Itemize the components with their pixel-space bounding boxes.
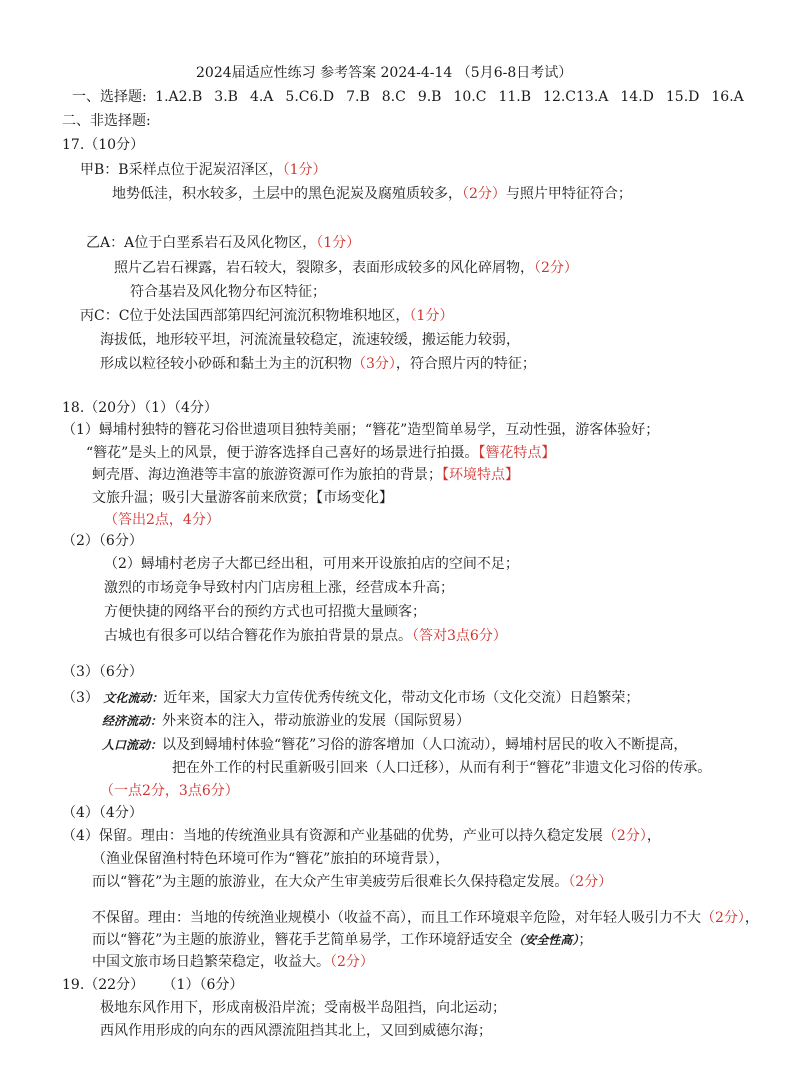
q17-jia-text: 甲B：B采样点位于泥炭沼泽区， <box>80 162 283 178</box>
q18-p3-economy-label: 经济流动： <box>102 714 163 728</box>
q17-jia-score: （1分） <box>282 162 327 178</box>
choice-answer: 15.D <box>665 89 700 105</box>
choice-answer: 16.A <box>711 89 744 105</box>
q18-p2-line2: 激烈的市场竞争导致村内门店房租上涨，经营成本升高； <box>104 580 454 596</box>
q18-p1-tag-zanhua: 【簪花特点】 <box>478 445 556 461</box>
q18-p4-heading: （4）（4分） <box>62 805 143 821</box>
q17-yi-score: （1分） <box>316 235 361 251</box>
q18-p3-line2 <box>102 711 470 731</box>
q18-p1-line3 <box>92 465 519 485</box>
q18-p4-nokeep-score2: （2分） <box>330 954 374 970</box>
q17-yi-text: 乙A：A位于白垩系岩石及风化物区， <box>86 235 317 251</box>
q18-p2-line3: 方便快捷的网络平台的预约方式也可招揽大量顾客； <box>104 604 426 620</box>
q18-p3-line1 <box>62 688 639 708</box>
page-title: 2024届适应性练习 参考答案 2024-4-14 （5月6-8日考试） <box>196 65 573 81</box>
choice-answer: 10.C <box>453 89 487 105</box>
q18-p3-economy-text: 外来资本的注入，带动旅游业的发展（国际贸易） <box>162 713 471 729</box>
choice-answer: 12.C <box>543 89 577 105</box>
q17-yi-line3: 符合基岩及风化物分布区特征； <box>130 284 326 300</box>
q18-p3-population-label: 人口流动： <box>102 738 163 752</box>
q18-p4-line2: （渔业保留渔村特色环境可作为“簪花”旅拍的环境背景）， <box>92 851 450 867</box>
q17-bing-tail: ，符合照片丙的特征； <box>395 356 536 372</box>
q17-bing-reason-score: （3分） <box>352 356 396 372</box>
q17-bing-line2: 海拔低，地形较平坦，河流流量较稳定，流速较缓，搬运能力较弱， <box>100 332 520 348</box>
choice-section <box>72 87 744 107</box>
q18-p4-keep-tail: ， <box>646 828 661 844</box>
choice-answer: 7.B <box>346 89 370 105</box>
q18-p1-line2 <box>86 443 555 463</box>
q18-p3-line4: 把在外工作的村民重新吸引回来（人口迁移），从而有利于“簪花”非遗文化习俗的传承。 <box>172 760 712 776</box>
q18-p4-nokeep-reason: 而以“簪花”为主题的旅游业，簪花手艺简单易学，工作环境舒适安全 <box>92 932 513 948</box>
q18-p4-line1 <box>62 826 661 846</box>
q19-title: 19.（22分） <box>62 977 145 993</box>
q19-line2: 西风作用形成的向东的西风漂流阻挡其北上，又回到威德尔海； <box>100 1023 492 1039</box>
q18-p4-line6 <box>92 952 374 972</box>
q17-jia-reason-score: （2分） <box>462 186 506 202</box>
choice-answer: 9.B <box>417 89 442 105</box>
q18-heading: 18.（20分）（1）（4分） <box>62 400 218 416</box>
q18-p1-scoring: （答出2点，4分） <box>104 512 220 528</box>
q18-p4-keep-reason: 而以“簪花”为主题的旅游业，在大众产生审美疲劳后很难长久保持稳定发展。 <box>92 874 569 890</box>
q18-p2-line1: （2）蟳埔村老房子大都已经出租，可用来开设旅拍店的空间不足； <box>104 556 519 572</box>
q19-heading <box>62 975 243 995</box>
q18-p4-nokeep-tail: ， <box>744 910 759 926</box>
q18-p4-nokeep-text: 不保留。理由：当地的传统渔业规模小（收益不高），而且工作环境艰辛危险，对年轻人吸引力不大 <box>92 910 701 926</box>
choice-answer: 1.A <box>155 89 179 105</box>
q17-bing-line1 <box>80 306 453 326</box>
choice-answer: 6.D <box>309 89 335 105</box>
choice-answer: 8.C <box>381 89 406 105</box>
q18-p3-population-text: 以及到蟳埔村体验“簪花”习俗的游客增加（人口流动），蟳埔村居民的收入不断提高， <box>162 737 688 753</box>
choice-answer: 11.B <box>498 89 532 105</box>
q17-heading: 17.（10分） <box>62 137 145 153</box>
q17-bing-text: 丙C：C位于处法国西部第四纪河流沉积物堆积地区， <box>80 308 410 324</box>
q18-p4-keep-text: （4）保留。理由：当地的传统渔业具有资源和产业基础的优势，产业可以持久稳定发展 <box>62 828 603 844</box>
q18-p4-line4 <box>92 908 759 928</box>
q18-p2-text4: 古城也有很多可以结合簪花作为旅拍背景的景点。 <box>104 628 412 644</box>
q17-yi-reason: 照片乙岩石裸露，岩石较大，裂隙多，表面形成较多的风化碎屑物， <box>114 260 534 276</box>
q17-yi-line2 <box>114 258 578 278</box>
q18-p1-tag-env: 【环境特点】 <box>442 467 519 483</box>
q18-p2-line4 <box>104 626 507 646</box>
q17-bing-reason: 形成以粒径较小砂砾和黏土为主的沉积物 <box>100 356 352 372</box>
q17-jia-line1 <box>80 160 327 180</box>
q18-p2-heading: （2）（6分） <box>62 533 143 549</box>
q18-p4-keep-score2: （2分） <box>568 874 613 890</box>
q18-p1-text2: “簪花”是头上的风景，便于游客选择自己喜好的场景进行拍摄。 <box>86 445 479 461</box>
choice-answer: 13.A <box>576 89 609 105</box>
q17-yi-line1 <box>86 233 360 253</box>
q18-p4-nokeep-score1: （2分） <box>701 910 745 926</box>
choice-answer: 3.B <box>214 89 238 105</box>
q17-jia-tail: 与照片甲特征符合； <box>505 186 632 202</box>
q19-line1: 极地东风作用下，形成南极沿岸流；受南极半岛阻挡，向北运动； <box>100 1000 506 1016</box>
q18-p2-scoring: （答对3点6分） <box>412 628 507 644</box>
q18-p4-line3 <box>92 872 612 892</box>
q18-p4-line5 <box>92 930 592 950</box>
q18-p1-text3: 蚵壳厝、海边渔港等丰富的旅游资源可作为旅拍的背景； <box>92 467 442 483</box>
q17-yi-reason-score: （2分） <box>534 260 578 276</box>
q17-bing-score: （1分） <box>409 308 454 324</box>
choice-answer: 2.B <box>178 89 203 105</box>
choice-answer: 4.A <box>249 89 274 105</box>
q18-p4-nokeep-reason-tail: ； <box>578 932 593 948</box>
q18-p3-culture-label: 文化流动： <box>103 691 164 705</box>
q18-p3-scoring: （一点2分，3点6分） <box>100 783 239 799</box>
choice-answer: 14.D <box>620 89 654 105</box>
nonchoice-section-label: 二、非选择题: <box>62 113 151 129</box>
q18-p3-heading: （3）（6分） <box>62 664 143 680</box>
q17-jia-reason: 地势低洼，积水较多，土层中的黑色泥炭及腐殖质较多， <box>112 186 462 202</box>
choice-answer: 5.C <box>285 89 310 105</box>
q18-p3-line3 <box>102 735 687 755</box>
q19-sub1: （1）（6分） <box>162 977 244 993</box>
q18-p4-nokeep-market: 中国文旅市场日趋繁荣稳定，收益大。 <box>92 954 330 970</box>
q17-jia-line2 <box>112 184 632 204</box>
q18-p1-line4: 文旅升温；吸引大量游客前来欣赏；【市场变化】 <box>92 490 393 506</box>
q18-p3-culture-text: 近年来，国家大力宣传优秀传统文化，带动文化市场（文化交流）日趋繁荣； <box>163 690 640 706</box>
q18-p4-safety-note: （安全性高） <box>512 933 579 947</box>
q17-bing-line3 <box>100 354 536 374</box>
choice-answer-list <box>151 89 744 105</box>
q18-p4-keep-score1: （2分） <box>602 828 647 844</box>
q18-p3-number: （3） <box>62 690 99 706</box>
choice-section-label: 一、选择题: <box>72 89 147 105</box>
q18-p1-line1: （1）蟳埔村独特的簪花习俗世遗项目独特美丽；“簪花”造型简单易学，互动性强，游客体验好； <box>62 422 660 438</box>
